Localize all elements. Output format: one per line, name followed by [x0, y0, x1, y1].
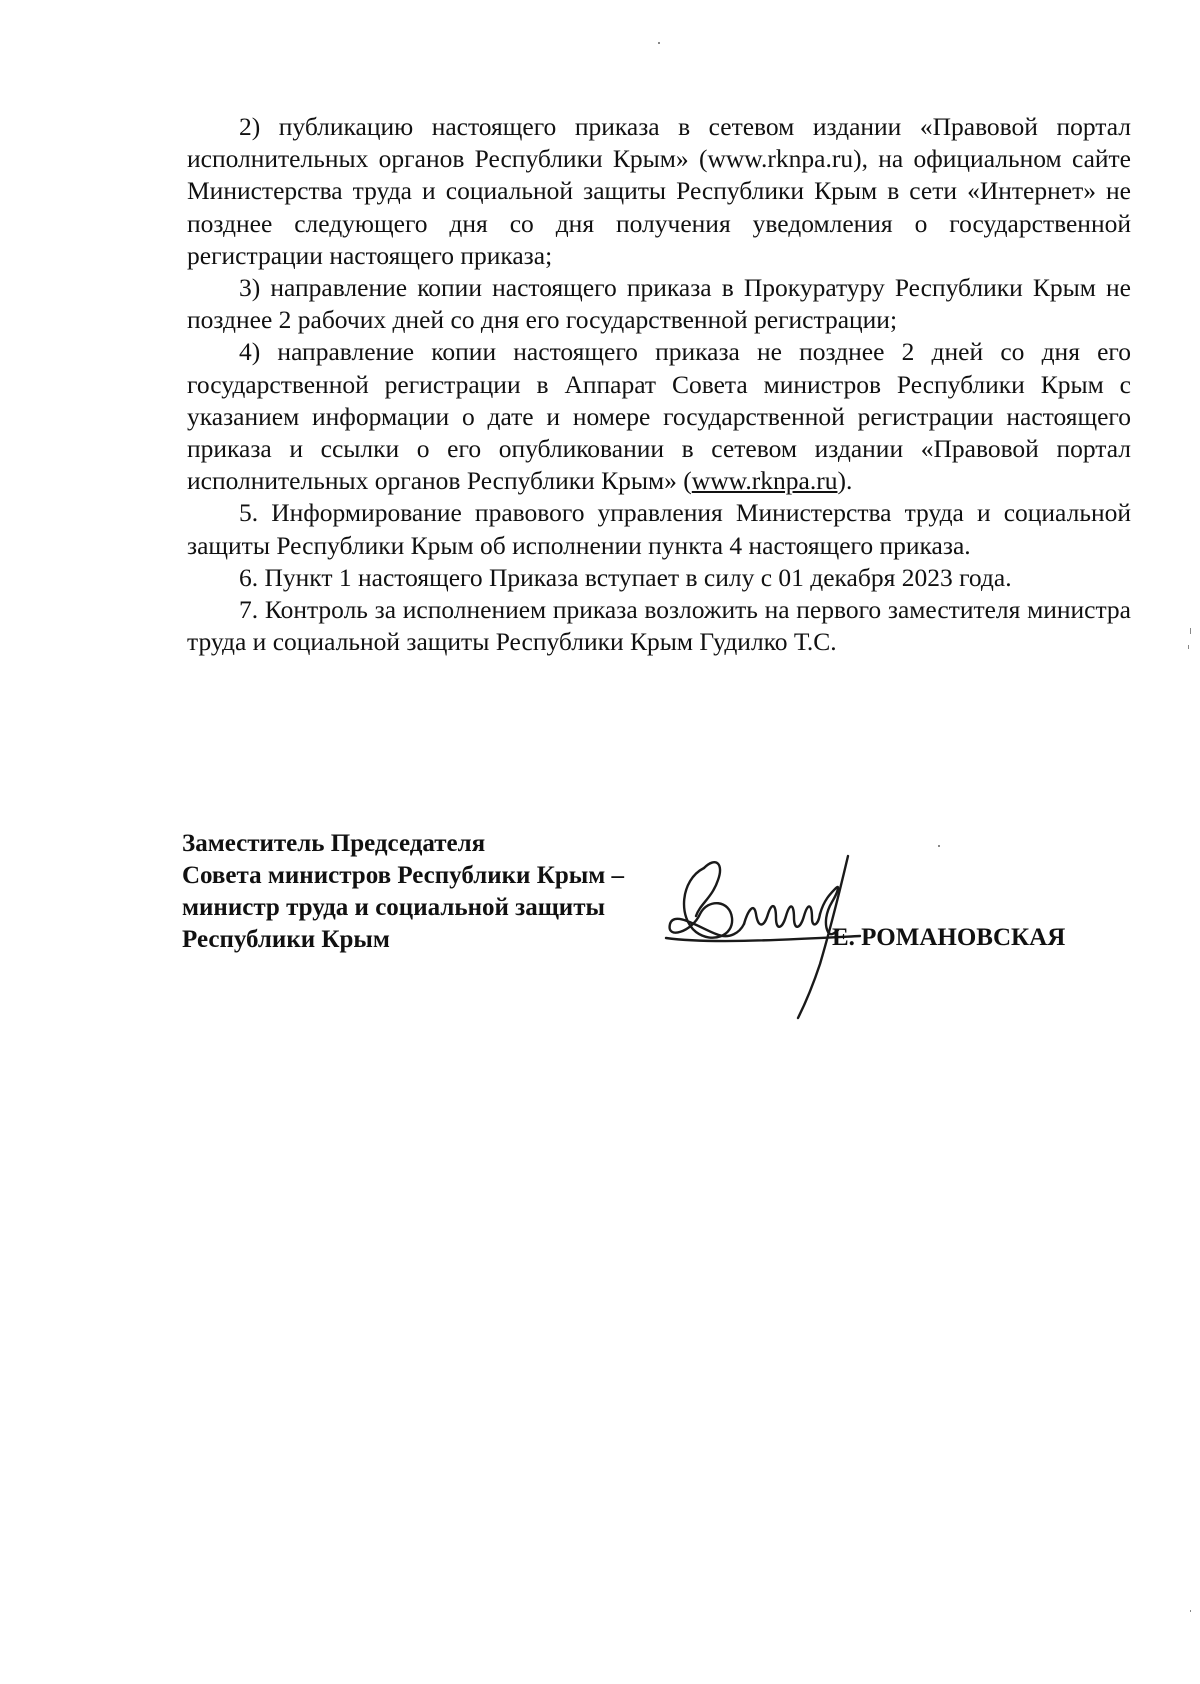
signatory-title-line: Заместитель Председателя	[182, 830, 486, 857]
paragraph-prosecutor-copy: 3) направление копии настоящего приказа в Прокуратуру Республики Крым не позднее 2 рабочих дней со дня его государственной регистрации;	[187, 273, 1131, 335]
scan-speck	[1188, 645, 1189, 649]
rknpa-link[interactable]: www.rknpa.ru	[691, 466, 838, 496]
signatory-title-line: Республики Крым	[182, 926, 390, 953]
scan-speck	[658, 42, 660, 44]
scan-speck	[1190, 1610, 1191, 1612]
scan-speck	[1190, 628, 1191, 634]
paragraph-council-copy-end: ).	[837, 466, 853, 496]
scan-speck	[938, 845, 940, 847]
signatory-name: Е. РОМАНОВСКАЯ	[832, 924, 1066, 951]
signatory-title-line: министр труда и социальной защиты	[182, 894, 605, 921]
document-body	[187, 111, 1131, 658]
signatory-title	[182, 828, 742, 956]
paragraph-control: 7. Контроль за исполнением приказа возложить на первого заместителя министра труда и социальной защиты Республики Крым Гудилко Т.С.	[187, 595, 1131, 657]
paragraph-council-copy	[187, 336, 1131, 497]
signatory-title-line: Совета министров Республики Крым –	[182, 862, 625, 889]
paragraph-legal-department: 5. Информирование правового управления Министерства труда и социальной защиты Республики Крым об исполнении пункта 4 настоящего приказа.	[187, 498, 1131, 560]
paragraph-effective-date: 6. Пункт 1 настоящего Приказа вступает в силу с 01 декабря 2023 года.	[239, 562, 1012, 592]
paragraph-publication: 2) публикацию настоящего приказа в сетевом издании «Правовой портал исполнительных органов Республики Крым» (www.rknpa.ru), на официальном сайте Министерства труда и социальной защиты Республики Крым в сети «Интернет» не позднее следующего дня со дня получения уведомления о государственной регистрации настоящего приказа;	[187, 112, 1131, 270]
paragraph-council-copy-text: 4) направление копии настоящего приказа не позднее 2 дней со дня его государственной регистрации в Аппарат Совета министров Республики Крым с указанием информации о дате и номере государственной регистрации настоящего приказа и ссылки о его опубликовании в сетевом издании «Правовой портал исполнительных органов Республики Крым» (	[187, 337, 1131, 496]
